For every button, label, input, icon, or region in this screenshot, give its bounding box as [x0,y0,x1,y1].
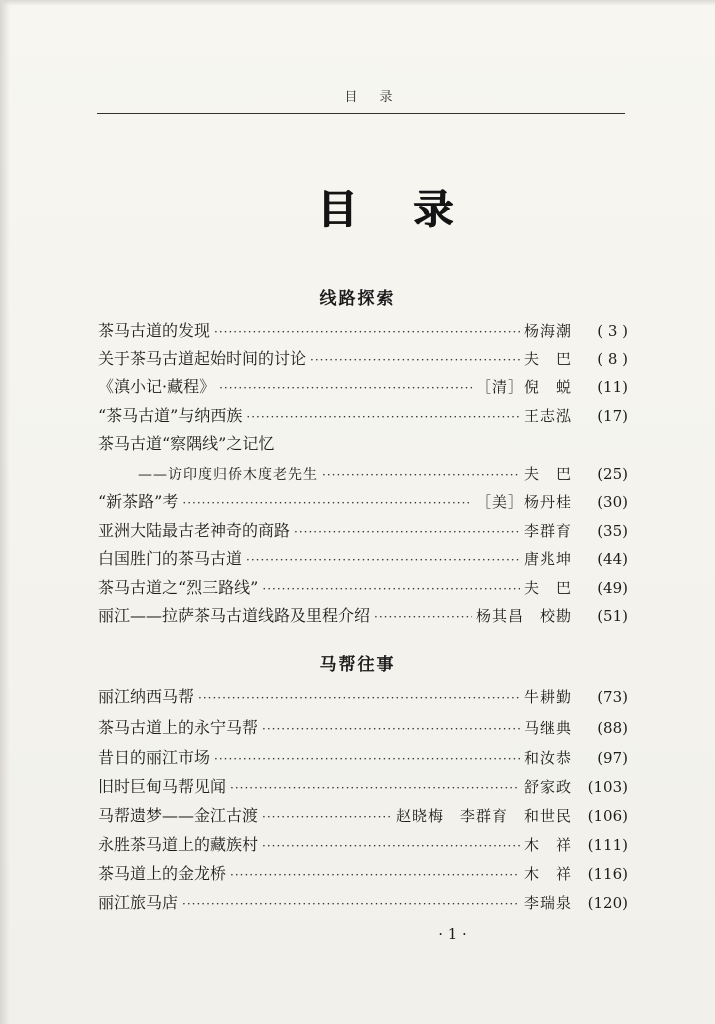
section-heading-route-exploration: 线路探索 [319,289,396,309]
toc-entry[interactable] [98,575,628,601]
entry-author: 马继典 [523,719,572,737]
page-title: 目录 [317,187,510,233]
entry-page: (44) [597,550,628,568]
entry-author: 木 祥 [523,865,572,883]
entry-page: (49) [597,579,628,597]
dot-leader [294,519,520,545]
entry-page: (111) [587,836,628,854]
entry-author: 木 祥 [523,836,572,854]
entry-author: 夫 巴 [523,579,572,597]
toc-entry[interactable] [98,832,628,858]
entry-page: (116) [587,865,628,883]
entry-author: ［清］倪 蜕 [475,378,572,396]
toc-entry[interactable] [98,403,628,429]
entry-author: 李瑞泉 [523,894,572,912]
entry-author: 夫 巴 [523,350,572,368]
toc-entry[interactable] [98,803,628,829]
toc-entry[interactable] [98,546,628,572]
entry-title: 永胜茶马道上的藏族村 [98,835,259,854]
entry-title: 马帮遗梦——金江古渡 [98,806,259,825]
entry-title: 《滇小记·藏程》 [98,377,216,396]
page-number: · 1 · [438,925,467,943]
toc-entry[interactable] [98,684,628,710]
toc-entry[interactable] [98,346,628,372]
entry-title: 关于茶马古道起始时间的讨论 [98,349,307,368]
entry-author: 舒家政 [523,778,572,796]
entry-author: 赵晓梅 李群育 和世民 [395,807,572,825]
entry-subtitle: ——访印度归侨木度老先生 [138,467,318,483]
entry-title: 茶马道上的金龙桥 [98,864,227,883]
toc-entry[interactable] [98,489,628,515]
entry-page: (35) [597,522,628,540]
entry-author: 和汝恭 [523,749,572,767]
dot-leader [182,490,472,516]
dot-leader [262,804,392,830]
entry-author: ［美］杨丹桂 [475,493,572,511]
entry-title: 白国胜门的茶马古道 [98,549,243,568]
toc-entry[interactable] [98,518,628,544]
dot-leader [262,576,520,602]
toc-entry-subtitle[interactable] [98,461,628,487]
dot-leader [214,746,520,772]
entry-title: “新茶路”考 [98,492,179,511]
entry-title: 丽江纳西马帮 [98,687,195,706]
entry-title: 旧时巨甸马帮见闻 [98,777,227,796]
dot-leader [246,404,520,430]
dot-leader [230,775,520,801]
entry-page: (25) [597,465,628,483]
dot-leader [262,716,520,742]
entry-page: (103) [587,778,628,796]
entry-title: 丽江旅马店 [98,893,179,912]
entry-title: 茶马古道“察隅线”之记忆 [98,434,275,453]
entry-author: 唐兆坤 [523,550,572,568]
entry-author: 夫 巴 [523,465,572,483]
entry-page: ( 3 ) [597,322,628,340]
entry-title: 茶马古道之“烈三路线” [98,578,259,597]
entry-title: 茶马古道上的永宁马帮 [98,718,259,737]
dot-leader [246,547,520,573]
dot-leader [310,347,520,373]
dot-leader [214,319,520,345]
entry-title: 昔日的丽江市场 [98,748,211,767]
section-heading-caravan-stories: 马帮往事 [319,655,396,675]
entry-page: ( 8 ) [597,350,628,368]
running-header: 目录 [344,90,415,105]
dot-leader [374,604,472,630]
entry-page: (120) [587,894,628,912]
toc-entry[interactable] [98,715,628,741]
entry-page: (30) [597,493,628,511]
entry-author: 李群育 [523,522,572,540]
dot-leader [322,462,520,488]
entry-page: (97) [597,749,628,767]
toc-entry[interactable] [98,861,628,887]
entry-page: (88) [597,719,628,737]
scan-shadow-left [0,0,10,1024]
dot-leader [262,833,520,859]
entry-title: 茶马古道的发现 [98,321,211,340]
entry-title: “茶马古道”与纳西族 [98,406,243,425]
entry-title: 丽江——拉萨茶马古道线路及里程介绍 [98,606,371,625]
entry-page: (17) [597,407,628,425]
dot-leader [182,891,520,917]
entry-page: (11) [597,378,628,396]
toc-entry[interactable] [98,745,628,771]
dot-leader [198,685,520,711]
entry-page: (51) [597,607,628,625]
entry-author: 牛耕勤 [523,688,572,706]
entry-author: 杨海潮 [523,322,572,340]
entry-author: 杨其昌 校勘 [475,607,572,625]
entry-page: (106) [587,807,628,825]
toc-entry[interactable] [98,431,628,457]
toc-entry[interactable] [98,603,628,629]
toc-entry[interactable] [98,774,628,800]
toc-entry[interactable] [98,890,628,916]
toc-entry[interactable] [98,374,628,400]
dot-leader [230,862,520,888]
entry-author: 王志泓 [523,407,572,425]
dot-leader [219,375,472,401]
header-rule [97,113,625,114]
scan-shadow-top [0,0,715,6]
entry-title: 亚洲大陆最古老神奇的商路 [98,521,291,540]
toc-entry[interactable] [98,318,628,344]
entry-page: (73) [597,688,628,706]
